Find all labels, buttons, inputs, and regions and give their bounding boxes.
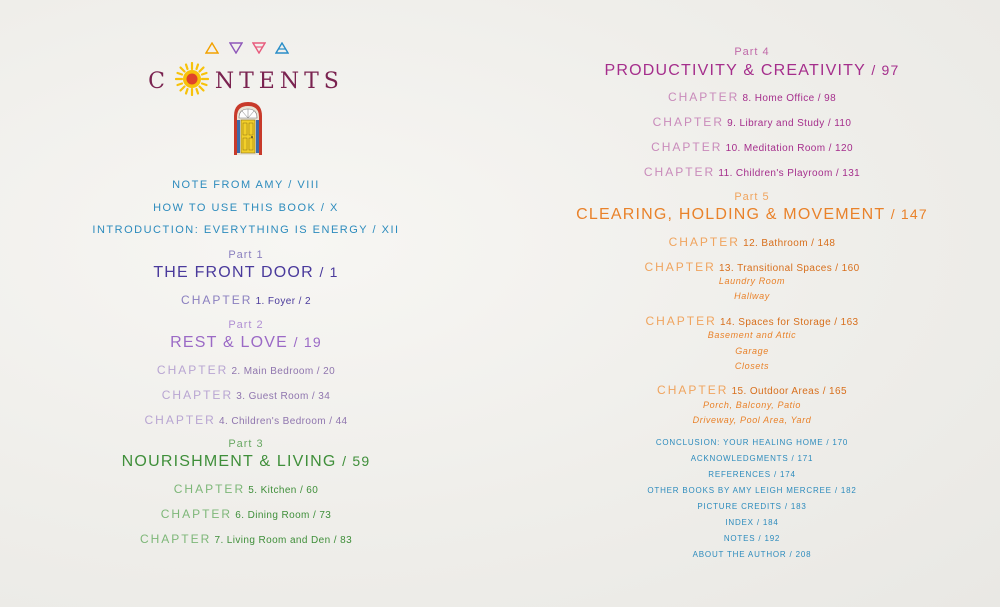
part-title[interactable] (508, 62, 996, 80)
chapter-text: 8. Home Office / 98 (742, 93, 837, 104)
fire-triangle-icon (205, 42, 219, 54)
chapter-subsection: Closets (734, 361, 770, 371)
chapter-word: CHAPTER (657, 383, 729, 397)
chapter-text: 6. Dining Room / 73 (235, 510, 332, 521)
front-matter-item[interactable]: HOW TO USE THIS BOOK / X (153, 202, 339, 214)
part-title-text: REST & LOVE (170, 334, 289, 351)
chapter-entry[interactable] (0, 363, 492, 377)
part-title[interactable] (0, 264, 492, 282)
part-title-text: PRODUCTIVITY & CREATIVITY (604, 62, 866, 79)
chapter-word: CHAPTER (645, 314, 717, 328)
part-page: / 97 (871, 62, 900, 78)
chapter-subsection: Driveway, Pool Area, Yard (692, 415, 812, 425)
front-matter-item[interactable]: INTRODUCTION: EVERYTHING IS ENERGY / XII (92, 224, 400, 236)
chapter-word: CHAPTER (144, 413, 216, 427)
back-matter-item[interactable]: CONCLUSION: YOUR HEALING HOME / 170 (655, 438, 849, 447)
part-title-text: CLEARING, HOLDING & MOVEMENT (576, 206, 886, 223)
chapter-entry[interactable] (508, 314, 996, 328)
chapter-word: CHAPTER (173, 482, 246, 496)
water-triangle-icon (229, 42, 243, 54)
front-matter-item[interactable]: NOTE FROM AMY / VIII (172, 179, 320, 191)
chapter-subsection: Laundry Room (718, 276, 786, 286)
back-matter-item[interactable]: REFERENCES / 174 (708, 470, 796, 479)
chapter-word: CHAPTER (644, 260, 716, 274)
chapter-subsection: Basement and Attic (707, 330, 797, 340)
chapter-word: CHAPTER (160, 507, 233, 521)
chapter-text: 2. Main Bedroom / 20 (231, 366, 336, 377)
contents-title (0, 62, 492, 102)
chapter-entry[interactable] (0, 413, 492, 427)
back-matter-item[interactable]: ACKNOWLEDGMENTS / 171 (690, 454, 814, 463)
back-matter-item[interactable]: ABOUT THE AUTHOR / 208 (692, 550, 812, 559)
chapter-subsection: Porch, Balcony, Patio (703, 400, 801, 410)
chapter-subsection: Garage (735, 346, 769, 356)
chapter-text: 12. Bathroom / 148 (743, 238, 836, 249)
chapter-word: CHAPTER (156, 363, 229, 377)
earth-triangle-icon (252, 42, 266, 54)
chapter-subsection: Hallway (734, 291, 770, 301)
chapter-word: CHAPTER (181, 293, 253, 307)
chapter-word: CHAPTER (667, 90, 740, 104)
air-triangle-icon (275, 42, 289, 54)
left-page (0, 0, 492, 607)
chapter-word: CHAPTER (651, 140, 723, 154)
chapter-text: 5. Kitchen / 60 (248, 485, 319, 496)
chapter-text: 13. Transitional Spaces / 160 (718, 263, 860, 274)
chapter-entry[interactable] (508, 383, 996, 397)
chapter-text: 11. Children's Playroom / 131 (718, 168, 861, 179)
chapter-word: CHAPTER (161, 388, 234, 402)
chapter-entry[interactable] (508, 140, 996, 154)
back-matter-item[interactable]: PICTURE CREDITS / 183 (697, 502, 807, 511)
title-rest: NTENTS (214, 69, 344, 94)
sun-icon (175, 62, 209, 96)
chapter-entry[interactable] (508, 260, 996, 274)
part-page: / 19 (293, 334, 322, 350)
chapter-text: 3. Guest Room / 34 (236, 391, 331, 402)
chapter-entry[interactable] (0, 482, 492, 496)
back-matter-item[interactable]: INDEX / 184 (725, 518, 779, 527)
chapter-text: 1. Foyer / 2 (255, 296, 311, 307)
part-label: Part 2 (228, 319, 264, 331)
part-page: / 59 (342, 453, 371, 469)
chapter-text: 9. Library and Study / 110 (727, 118, 852, 129)
chapter-word: CHAPTER (643, 165, 716, 179)
part-title[interactable] (508, 206, 996, 224)
chapter-entry[interactable] (508, 115, 996, 129)
chapter-word: CHAPTER (668, 235, 740, 249)
right-page (508, 0, 996, 607)
chapter-entry[interactable] (508, 235, 996, 249)
chapter-word: CHAPTER (652, 115, 724, 129)
part-title[interactable] (0, 453, 492, 471)
chapter-word: CHAPTER (139, 532, 212, 546)
chapter-text: 7. Living Room and Den / 83 (214, 535, 353, 546)
back-matter-item[interactable]: NOTES / 192 (723, 534, 781, 543)
part-label: Part 1 (228, 249, 264, 261)
chapter-entry[interactable] (508, 90, 996, 104)
part-label: Part 4 (734, 46, 770, 58)
part-label: Part 5 (734, 191, 770, 203)
part-label: Part 3 (228, 438, 264, 450)
front-door-icon (232, 100, 264, 156)
chapter-entry[interactable] (0, 388, 492, 402)
chapter-entry[interactable] (0, 293, 492, 307)
part-page: / 1 (319, 264, 339, 280)
chapter-entry[interactable] (0, 532, 492, 546)
title-first-letter: C (148, 69, 170, 94)
part-title-text: THE FRONT DOOR (153, 264, 314, 281)
part-title[interactable] (0, 334, 492, 352)
chapter-entry[interactable] (508, 165, 996, 179)
chapter-text: 14. Spaces for Storage / 163 (720, 317, 859, 328)
chapter-text: 15. Outdoor Areas / 165 (731, 386, 847, 397)
chapter-text: 10. Meditation Room / 120 (725, 143, 853, 154)
part-page: / 147 (890, 206, 928, 222)
chapter-text: 4. Children's Bedroom / 44 (219, 416, 348, 427)
part-title-text: NOURISHMENT & LIVING (121, 453, 337, 470)
back-matter-item[interactable]: OTHER BOOKS BY AMY LEIGH MERCREE / 182 (647, 486, 857, 495)
chapter-entry[interactable] (0, 507, 492, 521)
